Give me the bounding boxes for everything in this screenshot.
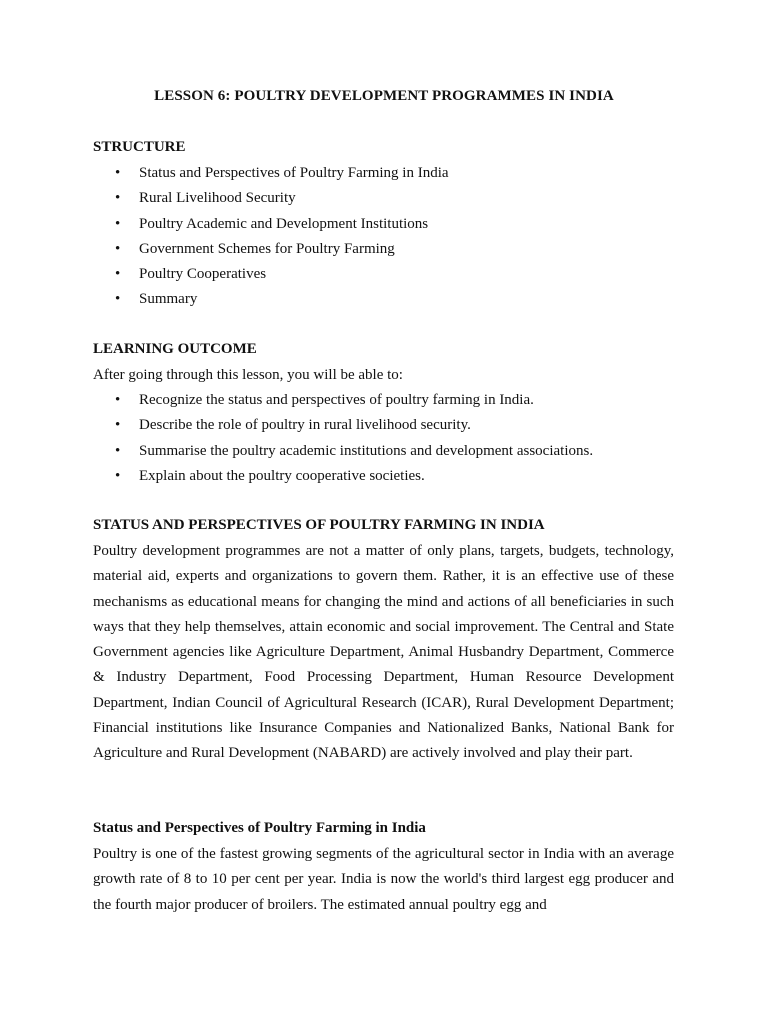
learning-outcome-heading: LEARNING OUTCOME xyxy=(93,341,257,357)
bullet-icon: • xyxy=(115,165,121,181)
status-section-heading: STATUS AND PERSPECTIVES OF POULTRY FARMING IN INDIA xyxy=(93,517,545,533)
lesson-title: LESSON 6: POULTRY DEVELOPMENT PROGRAMMES IN INDIA xyxy=(154,88,614,104)
status-subsection-heading: Status and Perspectives of Poultry Farming in India xyxy=(93,820,426,836)
structure-list-item xyxy=(0,165,449,190)
structure-list-item xyxy=(0,266,449,291)
outcome-item-text: Describe the role of poultry in rural livelihood security. xyxy=(139,417,471,434)
structure-item-text: Rural Livelihood Security xyxy=(139,190,296,207)
bullet-icon: • xyxy=(115,417,121,434)
structure-list xyxy=(0,165,449,317)
outcome-item-text: Explain about the poultry cooperative societies. xyxy=(139,467,425,484)
structure-item-text: Status and Perspectives of Poultry Farming in India xyxy=(139,165,449,181)
bullet-icon: • xyxy=(115,467,121,484)
structure-item-text: Poultry Academic and Development Institutions xyxy=(139,215,429,232)
learning-outcome-intro: After going through this lesson, you will be able to: xyxy=(93,367,403,383)
bullet-icon: • xyxy=(115,442,121,459)
outcome-list-item xyxy=(0,392,593,417)
structure-heading: STRUCTURE xyxy=(93,139,186,155)
outcome-list-item xyxy=(0,468,593,493)
structure-list-item xyxy=(0,291,449,316)
structure-item-text: Government Schemes for Poultry Farming xyxy=(139,240,395,257)
structure-item-text: Poultry Cooperatives xyxy=(139,266,267,283)
structure-list-item xyxy=(0,190,449,215)
bullet-icon: • xyxy=(115,190,121,207)
bullet-icon: • xyxy=(115,215,121,232)
bullet-icon: • xyxy=(115,240,121,257)
structure-item-text: Summary xyxy=(139,291,198,308)
status-section-paragraph: Poultry development programmes are not a matter of only plans, targets, budgets, technology, material aid, experts and organizations to govern them. Rather, it is an effective use of these mechanisms as educational means for changing the mind and actions of all beneficiaries in such ways that they help themselves, attain economic and social improvement. The Central and State Government agencies like Agriculture Department, Animal Husbandry Department, Commerce & Industry Department, Food Processing Department, Human Resource Development Department, Indian Council of Agricultural Research (ICAR), Rural Development Department; Financial institutions like Insurance Companies and Nationalized Banks, National Bank for Agriculture and Rural Development (NABARD) are actively involved and play their part. xyxy=(93,543,674,762)
outcome-list-item xyxy=(0,417,593,442)
status-subsection-paragraph: Poultry is one of the fastest growing segments of the agricultural sector in India with an average growth rate of 8 to 10 per cent per year. India is now the world's third largest egg producer and the fourth major producer of broilers. The estimated annual poultry egg and xyxy=(93,846,674,913)
outcome-item-text: Summarise the poultry academic institutions and development associations. xyxy=(139,442,594,459)
bullet-icon: • xyxy=(115,266,121,283)
structure-list-item xyxy=(0,216,449,241)
structure-list-item xyxy=(0,241,449,266)
outcome-list-item xyxy=(0,443,593,468)
bullet-icon: • xyxy=(115,291,121,308)
learning-outcome-list xyxy=(0,392,593,493)
outcome-item-text: Recognize the status and perspectives of poultry farming in India. xyxy=(139,392,534,408)
bullet-icon: • xyxy=(115,392,121,408)
